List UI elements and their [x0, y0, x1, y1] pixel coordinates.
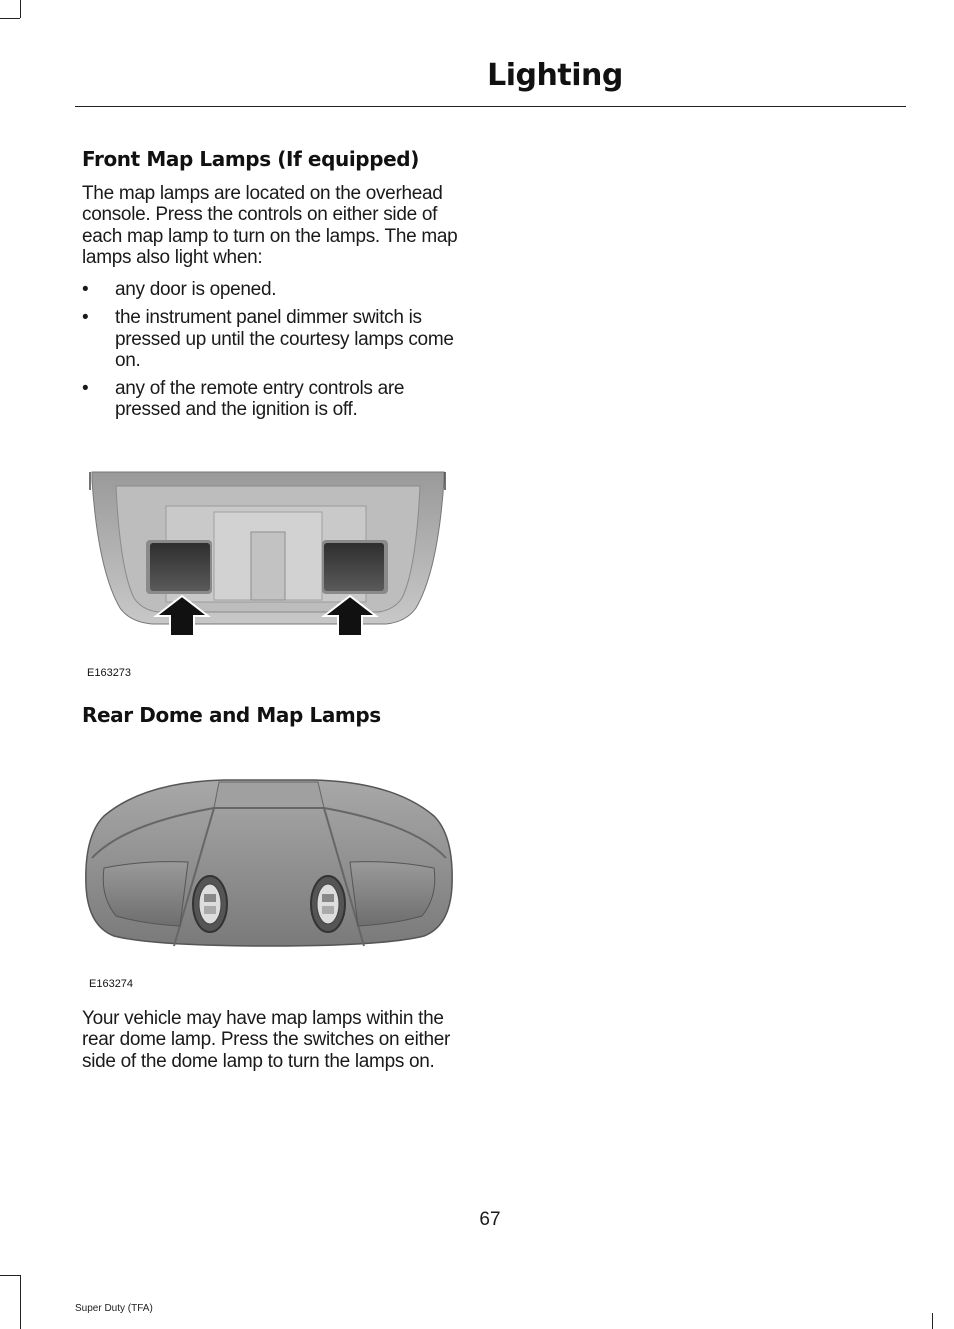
header-divider [75, 106, 906, 107]
bullet-icon: • [82, 307, 89, 329]
figure-code: E163273 [87, 667, 132, 679]
front-map-lamps-illustration [86, 470, 450, 640]
front-map-lamps-paragraph: The map lamps are located on the overhead console. Press the controls on either side of each map lamp to turn on the lamps. The map lamps also light when: [82, 183, 458, 268]
bullet-icon: • [82, 279, 89, 300]
left-switch-icon [193, 876, 227, 932]
crop-mark [20, 0, 21, 18]
crop-mark [20, 1275, 21, 1329]
section-heading-rear-dome-lamps: Rear Dome and Map Lamps [82, 703, 381, 727]
page-number: 67 [479, 1209, 501, 1230]
list-item: • the instrument panel dimmer switch is pressed up until the courtesy lamps come on. [82, 307, 454, 371]
crop-mark [0, 1275, 20, 1276]
list-item: • any door is opened. [82, 279, 277, 300]
crop-mark [0, 18, 20, 19]
crop-mark [932, 1313, 933, 1329]
bullet-icon: • [82, 378, 89, 400]
footer-text: Super Duty (TFA) [75, 1303, 153, 1314]
front-map-lamps-list [82, 279, 474, 428]
list-item: • any of the remote entry controls are pressed and the ignition is off. [82, 378, 405, 421]
right-switch-icon [311, 876, 345, 932]
rear-dome-lamps-paragraph: Your vehicle may have map lamps within the rear dome lamp. Press the switches on either side of the dome lamp to turn the lamps on. [82, 1008, 451, 1072]
section-heading-front-map-lamps: Front Map Lamps (If equipped) [82, 147, 419, 171]
page-title: Lighting [487, 58, 623, 93]
rear-dome-lamp-illustration [84, 776, 454, 951]
figure-code: E163274 [89, 978, 134, 990]
